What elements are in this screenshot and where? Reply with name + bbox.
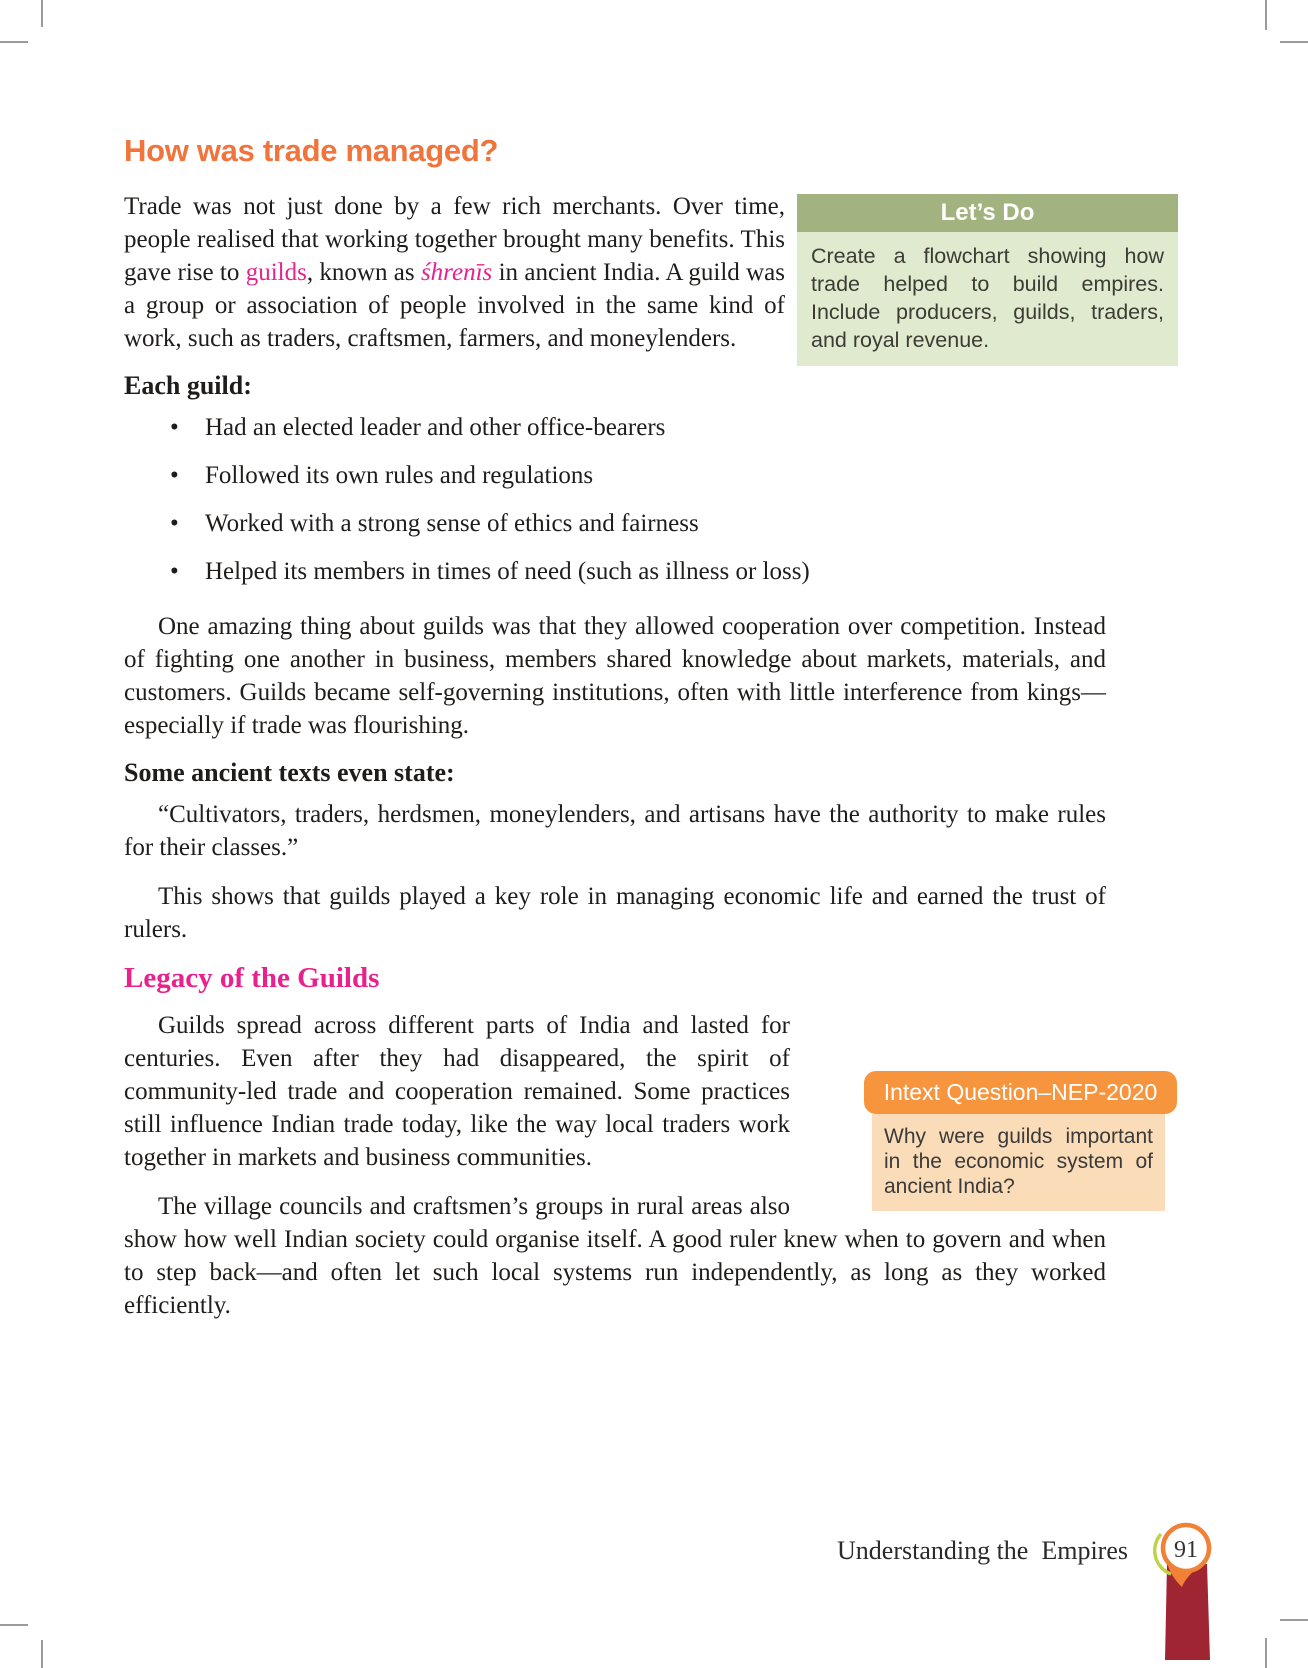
guilds-keyword: guilds [245, 259, 307, 286]
trust-paragraph: This shows that guilds played a key role in managing economic life and earned the trust of rulers. [124, 883, 1106, 943]
intro-text-mid: , known as [306, 259, 421, 286]
village-paragraph: The village councils and craftsmen’s groups in rural areas also show how well Indian society could organise itself. A good ruler knew when to govern and when to step back—and often let such local systems run independently, as long as they worked efficiently. [124, 1193, 1106, 1319]
crop-mark-bottom-right-v [1265, 1638, 1267, 1668]
list-item: • Worked with a strong sense of ethics and fairness [124, 507, 1106, 540]
shrenis-keyword: śhrenīs [420, 259, 493, 286]
page-title: How was trade managed? [124, 133, 499, 168]
list-item: • Helped its members in times of need (such as illness or loss) [124, 555, 1106, 588]
lets-do-title: Let’s Do [797, 194, 1178, 232]
intext-question-body: Why were guilds important in the economic system of ancient India? [872, 1114, 1165, 1211]
legacy-heading: Legacy of the Guilds [124, 962, 380, 994]
page-number: 91 [1174, 1537, 1198, 1563]
page-number-badge [1150, 1518, 1220, 1668]
crop-mark-bottom-left-h [0, 1624, 28, 1626]
crop-mark-top-left-v [41, 0, 43, 27]
ancient-texts-quote: “Cultivators, traders, herdsmen, moneylenders, and artisans have the authority to make rules for their classes.” [124, 801, 1106, 861]
intro-block [124, 190, 1164, 355]
lets-do-body: Create a flowchart showing how trade helped to build empires. Include producers, guilds, traders, and royal revenue. [797, 232, 1178, 366]
list-item: • Followed its own rules and regulations [124, 459, 1106, 492]
ancient-texts-label: Some ancient texts even state: [124, 758, 455, 787]
crop-mark-bottom-right-h [1280, 1619, 1308, 1621]
chapter-footer: Understanding the Empires [837, 1536, 1128, 1565]
each-guild-label: Each guild: [124, 371, 252, 400]
intro-text-pre: Trade was not just done by a few rich merchants. Over time, people realised that working together brought many benefits. This gave rise to [124, 193, 785, 286]
lets-do-box [797, 194, 1178, 366]
guild-bullet-list [124, 411, 1106, 588]
crop-mark-top-right-h [1280, 41, 1308, 43]
intext-question-title: Intext Question–NEP-2020 [864, 1071, 1177, 1114]
list-item: • Had an elected leader and other office-bearers [124, 411, 1106, 444]
cooperation-paragraph: One amazing thing about guilds was that they allowed cooperation over competition. Instead of fighting one another in business, members shared knowledge about markets, materials, and customers. Guilds became self-governing institutions, often with little interference from kings—especially if trade was flourishing. [124, 613, 1106, 739]
crop-mark-bottom-left-v [41, 1640, 43, 1668]
intro-text-post: in ancient India. A guild was a group or association of people involved in the same kind of work, such as traders, craftsmen, farmers, and moneylenders. [124, 259, 785, 352]
main-column [124, 133, 1164, 1338]
bookmark-ribbon-icon [1165, 1564, 1210, 1660]
crop-mark-top-left-h [0, 41, 28, 43]
crop-mark-top-right-v [1265, 0, 1267, 30]
legacy-paragraph: Guilds spread across different parts of India and lasted for centuries. Even after they had disappeared, the spirit of community-led trade and cooperation remained. Some practices still influence Indian trade today, like the way local traders work together in markets and business communities. [124, 1012, 790, 1171]
legacy-block [124, 1009, 1158, 1198]
intext-question-box [864, 1009, 1177, 1211]
